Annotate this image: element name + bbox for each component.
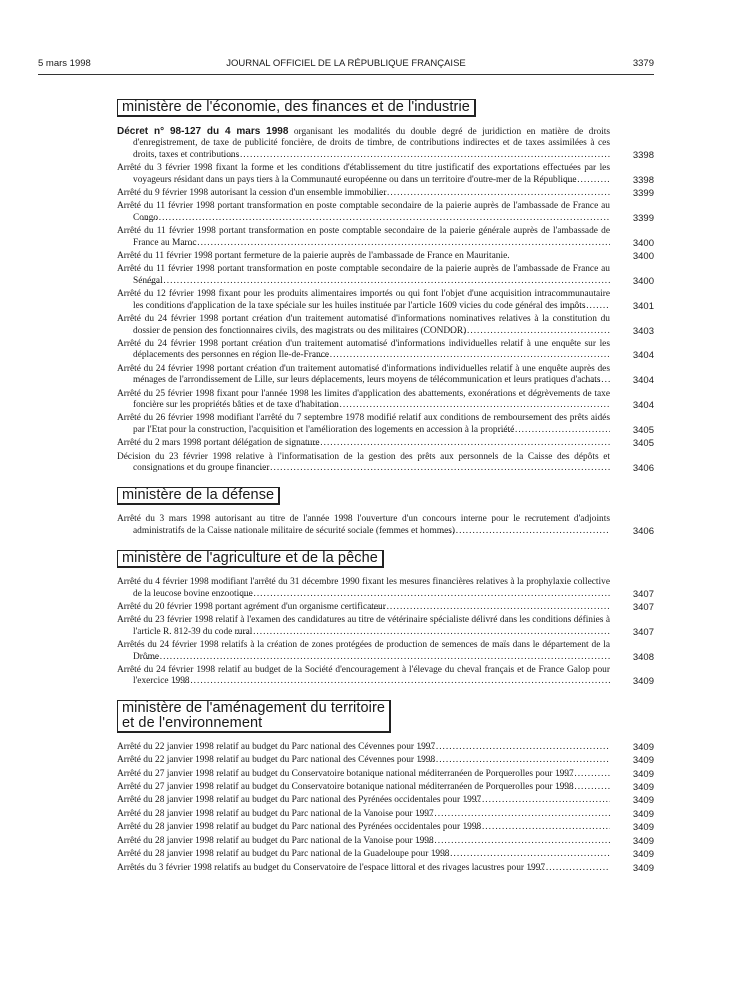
- toc-entry-description: Arrêté du 2 mars 1998 portant délégation de signature: [117, 438, 320, 449]
- toc-entry-text: [117, 615, 610, 638]
- toc-entry: [117, 809, 654, 820]
- toc-entry-text: [117, 769, 610, 780]
- toc-entry-description: Arrêté du 22 janvier 1998 relatif au budget du Parc national des Cévennes pour 1998: [117, 755, 436, 766]
- toc-entry: [117, 201, 654, 224]
- toc-entry-description: Arrêté du 28 janvier 1998 relatif au budget du Parc national des Pyrénées occidentales pour 1998: [117, 822, 482, 833]
- toc-entry: [117, 438, 654, 449]
- toc-page-number: 3408: [632, 651, 654, 663]
- toc-entry-text: [117, 795, 610, 806]
- toc-entry: [117, 769, 654, 780]
- toc-entry-text: [117, 126, 610, 161]
- toc-entry-description: Arrêté du 3 février 1998 fixant la forme et les conditions d'établissement du titre justificatif des exportations effectuées par les voyageurs résidant dans un pays tiers à la Communauté européenne ou dans un territoire d'outre-mer de la République: [117, 163, 610, 185]
- toc-entry-description: organisant les modalités du double degré de juridiction en matière de droits d'enregistrement, de taxe de publicité foncière, de droits de timbre, de contributions indirectes et de taxes assimilées à ces droits, taxes et contributions: [133, 127, 610, 160]
- toc-page-number: 3406: [632, 462, 654, 474]
- toc-entry: [117, 389, 654, 412]
- toc-entry-text: [117, 742, 610, 753]
- toc-entry-text: [117, 314, 610, 337]
- ministry-section: [117, 700, 654, 874]
- toc-entry: [117, 602, 654, 613]
- ministry-title-line: ministère de l'agriculture et de la pêche: [122, 550, 378, 567]
- toc-entry-description: Arrêtés du 3 février 1998 relatifs au budget du Conservatoire de l'espace littoral et des rivages lacustres pour 1997: [117, 862, 546, 873]
- toc-entry-description: Arrêté du 28 janvier 1998 relatif au budget du Parc national de la Guadeloupe pour 1998: [117, 849, 450, 860]
- toc-entry: [117, 188, 654, 199]
- toc-entry: [117, 863, 654, 874]
- toc-page-number: 3401: [632, 300, 654, 312]
- toc-page-number: 3407: [632, 588, 654, 600]
- toc-entry: [117, 126, 654, 161]
- toc-entry-description: Arrêté du 23 février 1998 relatif à l'examen des candidatures au titre de vétérinaire spécialiste délivré dans les conditions définies à l'article R. 812-39 du code rural: [117, 615, 610, 637]
- toc-entry: [117, 822, 654, 833]
- ministry-title-line: ministère de l'aménagement du territoire: [122, 699, 386, 716]
- toc-entry-description: Arrêté du 9 février 1998 autorisant la cession d'un ensemble immobilier: [117, 188, 387, 199]
- header-rule: [38, 74, 654, 75]
- toc-page-number: 3400: [632, 237, 654, 249]
- toc-entry-description: Arrêté du 11 février 1998 portant transformation en poste comptable secondaire de la paierie générale auprès de l'ambassade de France au Maroc: [117, 226, 610, 248]
- toc-page-number: 3409: [632, 782, 654, 794]
- toc-entry-description: Arrêté du 4 février 1998 modifiant l'arrêté du 31 décembre 1990 fixant les mesures financières relatives à la prophylaxie collective de la leucose bovine enzootique: [117, 577, 610, 599]
- toc-entry-description: Arrêté du 24 février 1998 portant création d'un traitement automatisé d'informations individuelles relatif à une enquête auprès des ménages de l'arrondissement de Lille, sur leurs déplacements, leurs moyens de télécommunication et leurs pratiques d'achats: [117, 363, 610, 386]
- toc-page-number: 3409: [632, 835, 654, 847]
- header-page-number: 3379: [632, 58, 654, 69]
- toc-entry-text: [117, 514, 610, 537]
- toc-page-number: 3399: [632, 188, 654, 200]
- toc-entry-text: [117, 163, 610, 186]
- toc-entry: [117, 849, 654, 860]
- toc-entry-text: [117, 201, 610, 224]
- toc-entry: [117, 413, 654, 436]
- ministry-title: [117, 487, 280, 505]
- toc-page-number: 3400: [632, 251, 654, 263]
- toc-entry: [117, 742, 654, 753]
- toc-entry: [117, 836, 654, 847]
- toc-page-number: 3407: [632, 626, 654, 638]
- toc-entry-text: [117, 226, 610, 249]
- toc-page-number: 3409: [632, 795, 654, 807]
- toc-page-number: 3404: [632, 399, 654, 411]
- ministry-title: [117, 700, 391, 733]
- toc-page-number: 3409: [632, 822, 654, 834]
- toc-entry-text: [117, 264, 610, 287]
- table-of-contents: [117, 98, 654, 886]
- toc-entry-text: [117, 836, 610, 847]
- toc-entry: [117, 364, 654, 387]
- toc-entry-text: [117, 822, 610, 833]
- toc-entry-description: Arrêté du 25 février 1998 fixant pour l'année 1998 les limites d'application des abattements, exonérations et dégrèvements de taxe foncière sur les propriétés bâties et de taxe d'habitation: [117, 388, 610, 410]
- page-header: [38, 58, 654, 72]
- toc-page-number: 3409: [632, 755, 654, 767]
- toc-page-number: 3405: [632, 438, 654, 450]
- toc-page-number: 3404: [632, 375, 654, 387]
- ministry-section: [117, 549, 654, 688]
- toc-page-number: 3400: [632, 275, 654, 287]
- toc-entry: [117, 452, 654, 475]
- toc-entry-text: [117, 364, 610, 387]
- toc-entry-text: [117, 452, 610, 475]
- toc-entry-text: [117, 413, 610, 436]
- toc-entry-description: Arrêté du 22 janvier 1998 relatif au budget du Parc national des Cévennes pour 1997: [117, 741, 436, 752]
- toc-entry: [117, 640, 654, 663]
- ministry-section: [117, 486, 654, 537]
- toc-entry-description: Arrêté du 27 janvier 1998 relatif au budget du Conservatoire botanique national méditerranéen de Porquerolles pour 1998: [117, 782, 574, 793]
- toc-entry-description: Arrêté du 24 février 1998 portant création d'un traitement automatisé d'informations nominatives relatives à la constitution du dossier de pension des fonctionnaires civils, des magistrats ou des militaires (CONDOR): [117, 314, 610, 336]
- toc-entry: [117, 314, 654, 337]
- toc-entry-description: Arrêté du 12 février 1998 fixant pour les produits alimentaires importés ou qui font l'objet d'une acquisition intracommunautaire les conditions d'application de la taxe spéciale sur les huiles instituée par l'article 1609 vicies du code général des impôts: [117, 289, 610, 311]
- toc-page-number: 3405: [632, 424, 654, 436]
- toc-entry-text: [117, 863, 610, 874]
- toc-entry: [117, 514, 654, 537]
- header-journal-title: JOURNAL OFFICIEL DE LA RÉPUBLIQUE FRANÇAISE: [226, 58, 466, 69]
- ministry-title-line: ministère de l'économie, des finances et de l'industrie: [122, 99, 470, 115]
- toc-entry: [117, 782, 654, 793]
- toc-entry-text: [117, 849, 610, 860]
- ministry-title: [117, 550, 384, 568]
- toc-entry: [117, 755, 654, 766]
- toc-page-number: 3399: [632, 212, 654, 224]
- toc-entry-text: [117, 640, 610, 663]
- toc-page-number: 3409: [632, 849, 654, 861]
- toc-page-number: 3398: [632, 174, 654, 186]
- toc-entry-description: Arrêté du 11 février 1998 portant transformation en poste comptable secondaire de la paierie auprès de l'ambassade de France au Sénégal: [117, 264, 610, 286]
- toc-entry-text: [117, 577, 610, 600]
- toc-entry: [117, 339, 654, 362]
- toc-entry: [117, 665, 654, 688]
- toc-entry: [117, 795, 654, 806]
- toc-page-number: 3409: [632, 676, 654, 688]
- toc-entry-description: Arrêté du 11 février 1998 portant fermeture de la paierie auprès de l'ambassade de France en Mauritanie.: [117, 251, 510, 262]
- toc-entry-text: [117, 188, 610, 199]
- toc-entry-description: Arrêté du 28 janvier 1998 relatif au budget du Parc national de la Vanoise pour 1998: [117, 835, 434, 846]
- toc-entry-description: Arrêté du 28 janvier 1998 relatif au budget du Parc national de la Vanoise pour 1997: [117, 808, 434, 819]
- toc-page-number: 3404: [632, 350, 654, 362]
- toc-entry-description: Arrêtés du 24 février 1998 relatifs à la création de zones protégées de production de semences de maïs dans le département de la Drôme: [117, 640, 610, 662]
- toc-page-number: 3406: [632, 525, 654, 537]
- toc-page-number: 3407: [632, 602, 654, 613]
- toc-entry-description: Arrêté du 11 février 1998 portant transformation en poste comptable secondaire de la paierie auprès de l'ambassade de France au Congo: [117, 201, 610, 223]
- ministry-section: [117, 98, 654, 474]
- toc-entry-text: [117, 782, 610, 793]
- toc-page-number: 3409: [632, 768, 654, 780]
- toc-entry: [117, 226, 654, 249]
- toc-entry-description: Arrêté du 3 mars 1998 autorisant au titre de l'année 1998 l'ouverture d'un concours interne pour le recrutement d'adjoints administratifs de la Caisse nationale militaire de sécurité sociale (femmes et hommes): [117, 514, 610, 536]
- toc-page-number: 3409: [632, 808, 654, 820]
- toc-page-number: 3403: [632, 325, 654, 337]
- toc-entry-description: Arrêté du 20 février 1998 portant agrément d'un organisme certificateur: [117, 602, 386, 612]
- toc-entry-text: [117, 251, 610, 262]
- toc-entry-text: [117, 755, 610, 766]
- toc-entry-description: Arrêté du 27 janvier 1998 relatif au budget du Conservatoire botanique national méditerranéen de Porquerolles pour 1997: [117, 768, 574, 779]
- toc-page-number: 3398: [632, 149, 654, 161]
- header-date: 5 mars 1998: [38, 58, 91, 69]
- toc-entry: [117, 577, 654, 600]
- toc-entry: [117, 615, 654, 638]
- toc-entry-text: [117, 289, 610, 312]
- toc-page-number: 3409: [632, 741, 654, 753]
- toc-entry-text: [117, 438, 610, 449]
- toc-entry-description: Décision du 23 février 1998 relative à l'informatisation de la gestion des prêts aux personnels de la Caisse des dépôts et consignations et du groupe financier: [117, 451, 610, 473]
- toc-entry-text: [117, 602, 610, 613]
- toc-entry: [117, 264, 654, 287]
- toc-entry-description: Arrêté du 24 février 1998 portant création d'un traitement automatisé d'informations individuelles relatif à une enquête sur les déplacements des personnes en région Ile-de-France: [117, 338, 610, 361]
- toc-page-number: 3409: [632, 862, 654, 874]
- toc-entry-text: [117, 665, 610, 688]
- ministry-title: [117, 99, 476, 117]
- toc-entry-description: Arrêté du 26 février 1998 modifiant l'arrêté du 7 septembre 1978 modifié relatif aux conditions de remboursement des prêts aidés par l'Etat pour la construction, l'acquisition et l'amélioration des logements en accession à la propriété: [117, 413, 610, 435]
- toc-entry: [117, 251, 654, 262]
- toc-entry-text: [117, 389, 610, 412]
- ministry-title-line: ministère de la défense: [122, 487, 275, 504]
- toc-entry-text: [117, 809, 610, 820]
- toc-entry-text: [117, 339, 610, 362]
- toc-entry-description: Arrêté du 28 janvier 1998 relatif au budget du Parc national des Pyrénées occidentales pour 1997: [117, 795, 482, 806]
- toc-entry-bold-title: Décret n° 98-127 du 4 mars 1998: [117, 126, 289, 137]
- ministry-title-line: et de l'environnement: [122, 714, 263, 731]
- toc-entry-description: Arrêté du 24 février 1998 relatif au budget de la Société d'encouragement à l'élevage du cheval français et de France Galop pour l'exercice 1998: [117, 665, 610, 687]
- toc-entry: [117, 289, 654, 312]
- toc-entry: [117, 163, 654, 186]
